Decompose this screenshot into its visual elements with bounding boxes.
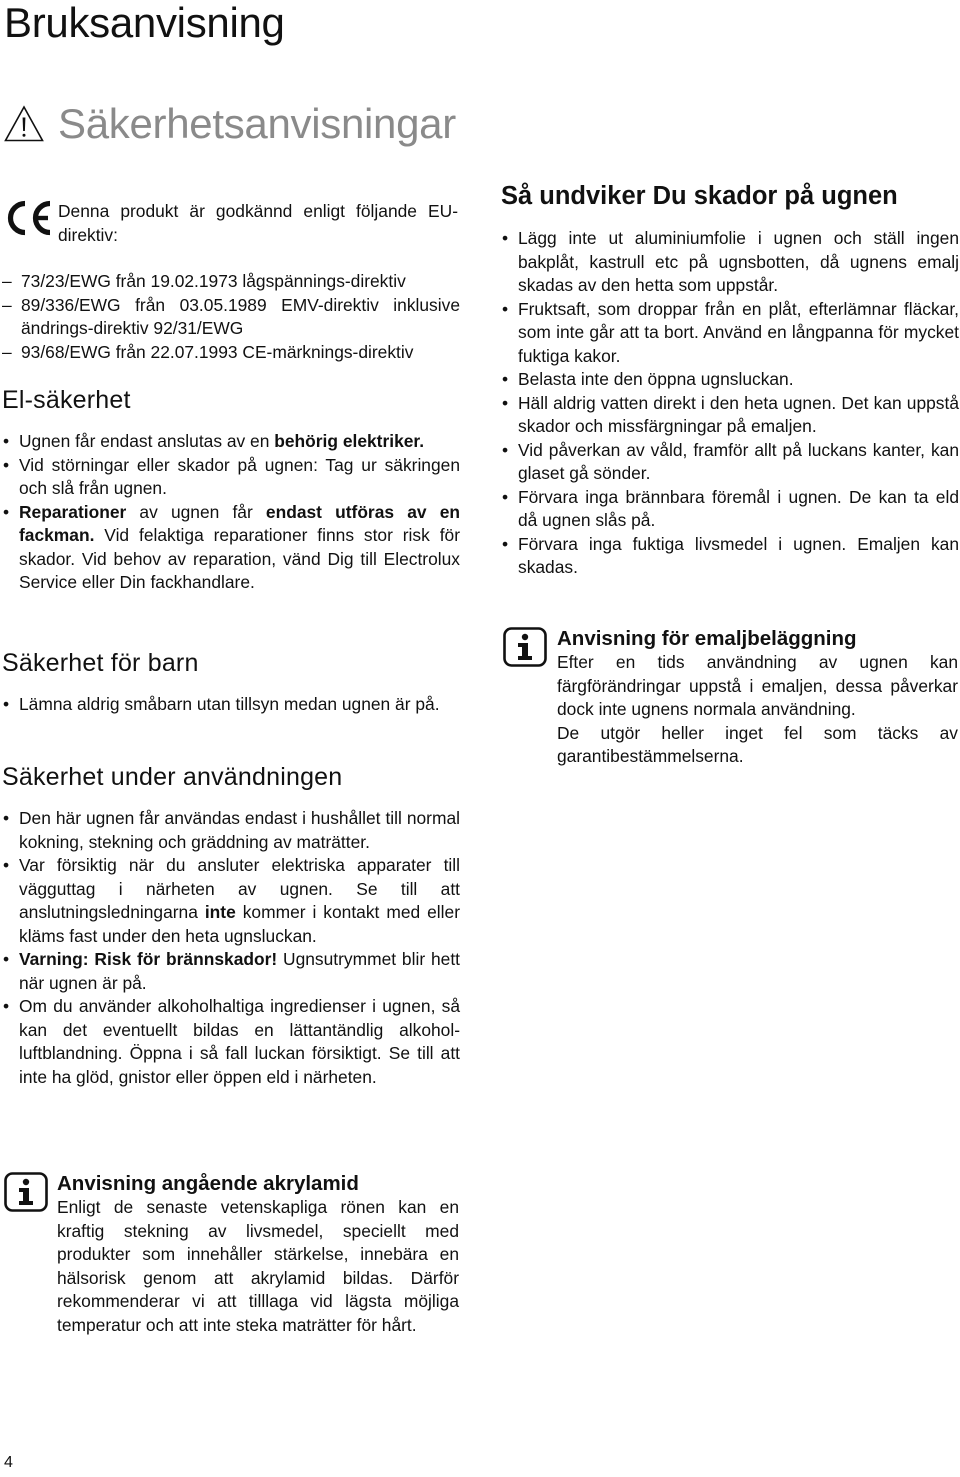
page-title: Bruksanvisning: [4, 0, 285, 46]
enamel-text: Efter en tids användning av ugnen kan färgförändringar uppstå i emaljen, dessa påverkar dock inte ugnens normala användning.: [557, 652, 958, 719]
child-safety-heading: Säkerhet för barn: [2, 649, 199, 677]
page-number: 4: [4, 1454, 13, 1471]
list-item: • Varning: Risk för brännskador! Ugnsutrymmet blir hett när ugnen är på.: [2, 948, 460, 995]
list-item: • Vid störningar eller skador på ugnen: Tag ur säkringen och slå från ugnen.: [2, 454, 460, 501]
section-title: Säkerhetsanvisningar: [58, 100, 456, 147]
directive-list: [2, 270, 460, 364]
list-item: • Reparationer av ugnen får endast utföras av en fackman. Vid felaktiga reparationer finns stor risk för skador. Vid behov av reparation, vänd Dig till Electrolux Service eller Din fackhandlare.: [2, 501, 460, 595]
list-item: • Lägg inte ut aluminiumfolie i ugnen och ställ ingen bakplåt, kastrull etc på ugnsbotten, då ugnens emalj skadas av den hetta som uppstår.: [501, 227, 959, 298]
directive-item: – 73/23/EWG från 19.02.1973 lågspännings-direktiv: [2, 270, 460, 294]
list-item: • Var försiktig när du ansluter elektriska apparater till vägguttag i närheten av ugnen. Se till att anslutningsledningarna inte kommer i kontakt med eller kläms fast under den heta ugnsluckan.: [2, 854, 460, 948]
ce-mark: [4, 198, 52, 243]
usage-safety-heading: Säkerhet under användningen: [2, 763, 343, 791]
usage-safety-list: [2, 807, 460, 1089]
oven-damage-heading: Så undviker Du skador på ugnen: [501, 182, 898, 210]
list-item: • Förvara inga brännbara föremål i ugnen. De kan ta eld då ugnen slås på.: [501, 486, 959, 533]
ce-text: Denna produkt är godkännd enligt följande EU-direktiv:: [58, 201, 458, 245]
list-item: • Häll aldrig vatten direkt i den heta ugnen. Det kan uppstå skador och missfärgningar på emaljen.: [501, 392, 959, 439]
list-item: • Belasta inte den öppna ugnsluckan.: [501, 368, 959, 392]
el-safety-heading: El-säkerhet: [2, 386, 131, 414]
child-safety-list: [2, 693, 460, 717]
oven-damage-list: [501, 227, 959, 580]
el-safety-list: [2, 430, 460, 595]
directive-item: – 89/336/EWG från 03.05.1989 EMV-direktiv inklusive ändrings-direktiv 92/31/EWG: [2, 294, 460, 341]
list-item: • Lämna aldrig småbarn utan tillsyn medan ugnen är på.: [2, 693, 460, 717]
list-item: • Förvara inga fuktiga livsmedel i ugnen. Emaljen kan skadas.: [501, 533, 959, 580]
list-item: • Fruktsaft, som droppar från en plåt, efterlämnar fläckar, som inte går att ta bort. Använd en långpanna för mycket fuktiga kakor.: [501, 298, 959, 369]
enamel-text-2: De utgör heller inget fel som täcks av garantibestämmelserna.: [557, 722, 958, 766]
info-icon: [503, 627, 547, 667]
list-item: • Om du använder alkoholhaltiga ingredienser i ugnen, så kan det eventuellt bildas en lättantändlig alkohol-luftblandning. Öppna i så fall luckan försiktigt. Se till att inte ha glöd, gnistor eller öppen eld i närheten.: [2, 995, 460, 1089]
acrylamide-note: [57, 1172, 459, 1337]
ce-mark-icon: [4, 198, 52, 238]
warning-icon: [4, 105, 44, 143]
list-item: • Ugnen får endast anslutas av en behörig elektriker.: [2, 430, 460, 454]
section-header: [4, 98, 456, 150]
info-icon: [4, 1172, 48, 1212]
enamel-note: [557, 627, 958, 769]
acrylamide-title: Anvisning angående akrylamid: [57, 1172, 359, 1195]
list-item: • Den här ugnen får användas endast i hushållet till normal kokning, stekning och gräddning av maträtter.: [2, 807, 460, 854]
list-item: • Vid påverkan av våld, framför allt på luckans kanter, kan glaset gå sönder.: [501, 439, 959, 486]
directive-item: – 93/68/EWG från 22.07.1993 CE-märknings-direktiv: [2, 341, 460, 365]
acrylamide-text: Enligt de senaste vetenskapliga rönen kan en kraftig stekning av livsmedel, speciellt med produkter som innehåller stärkelse, innebära en hälsorisk genom att akrylamid bildas. Därför rekommenderar vi att tilllaga vid lägsta möjliga temperatur och att inte steka maträtter för hårt.: [57, 1197, 459, 1335]
enamel-title: Anvisning för emaljbeläggning: [557, 627, 857, 650]
